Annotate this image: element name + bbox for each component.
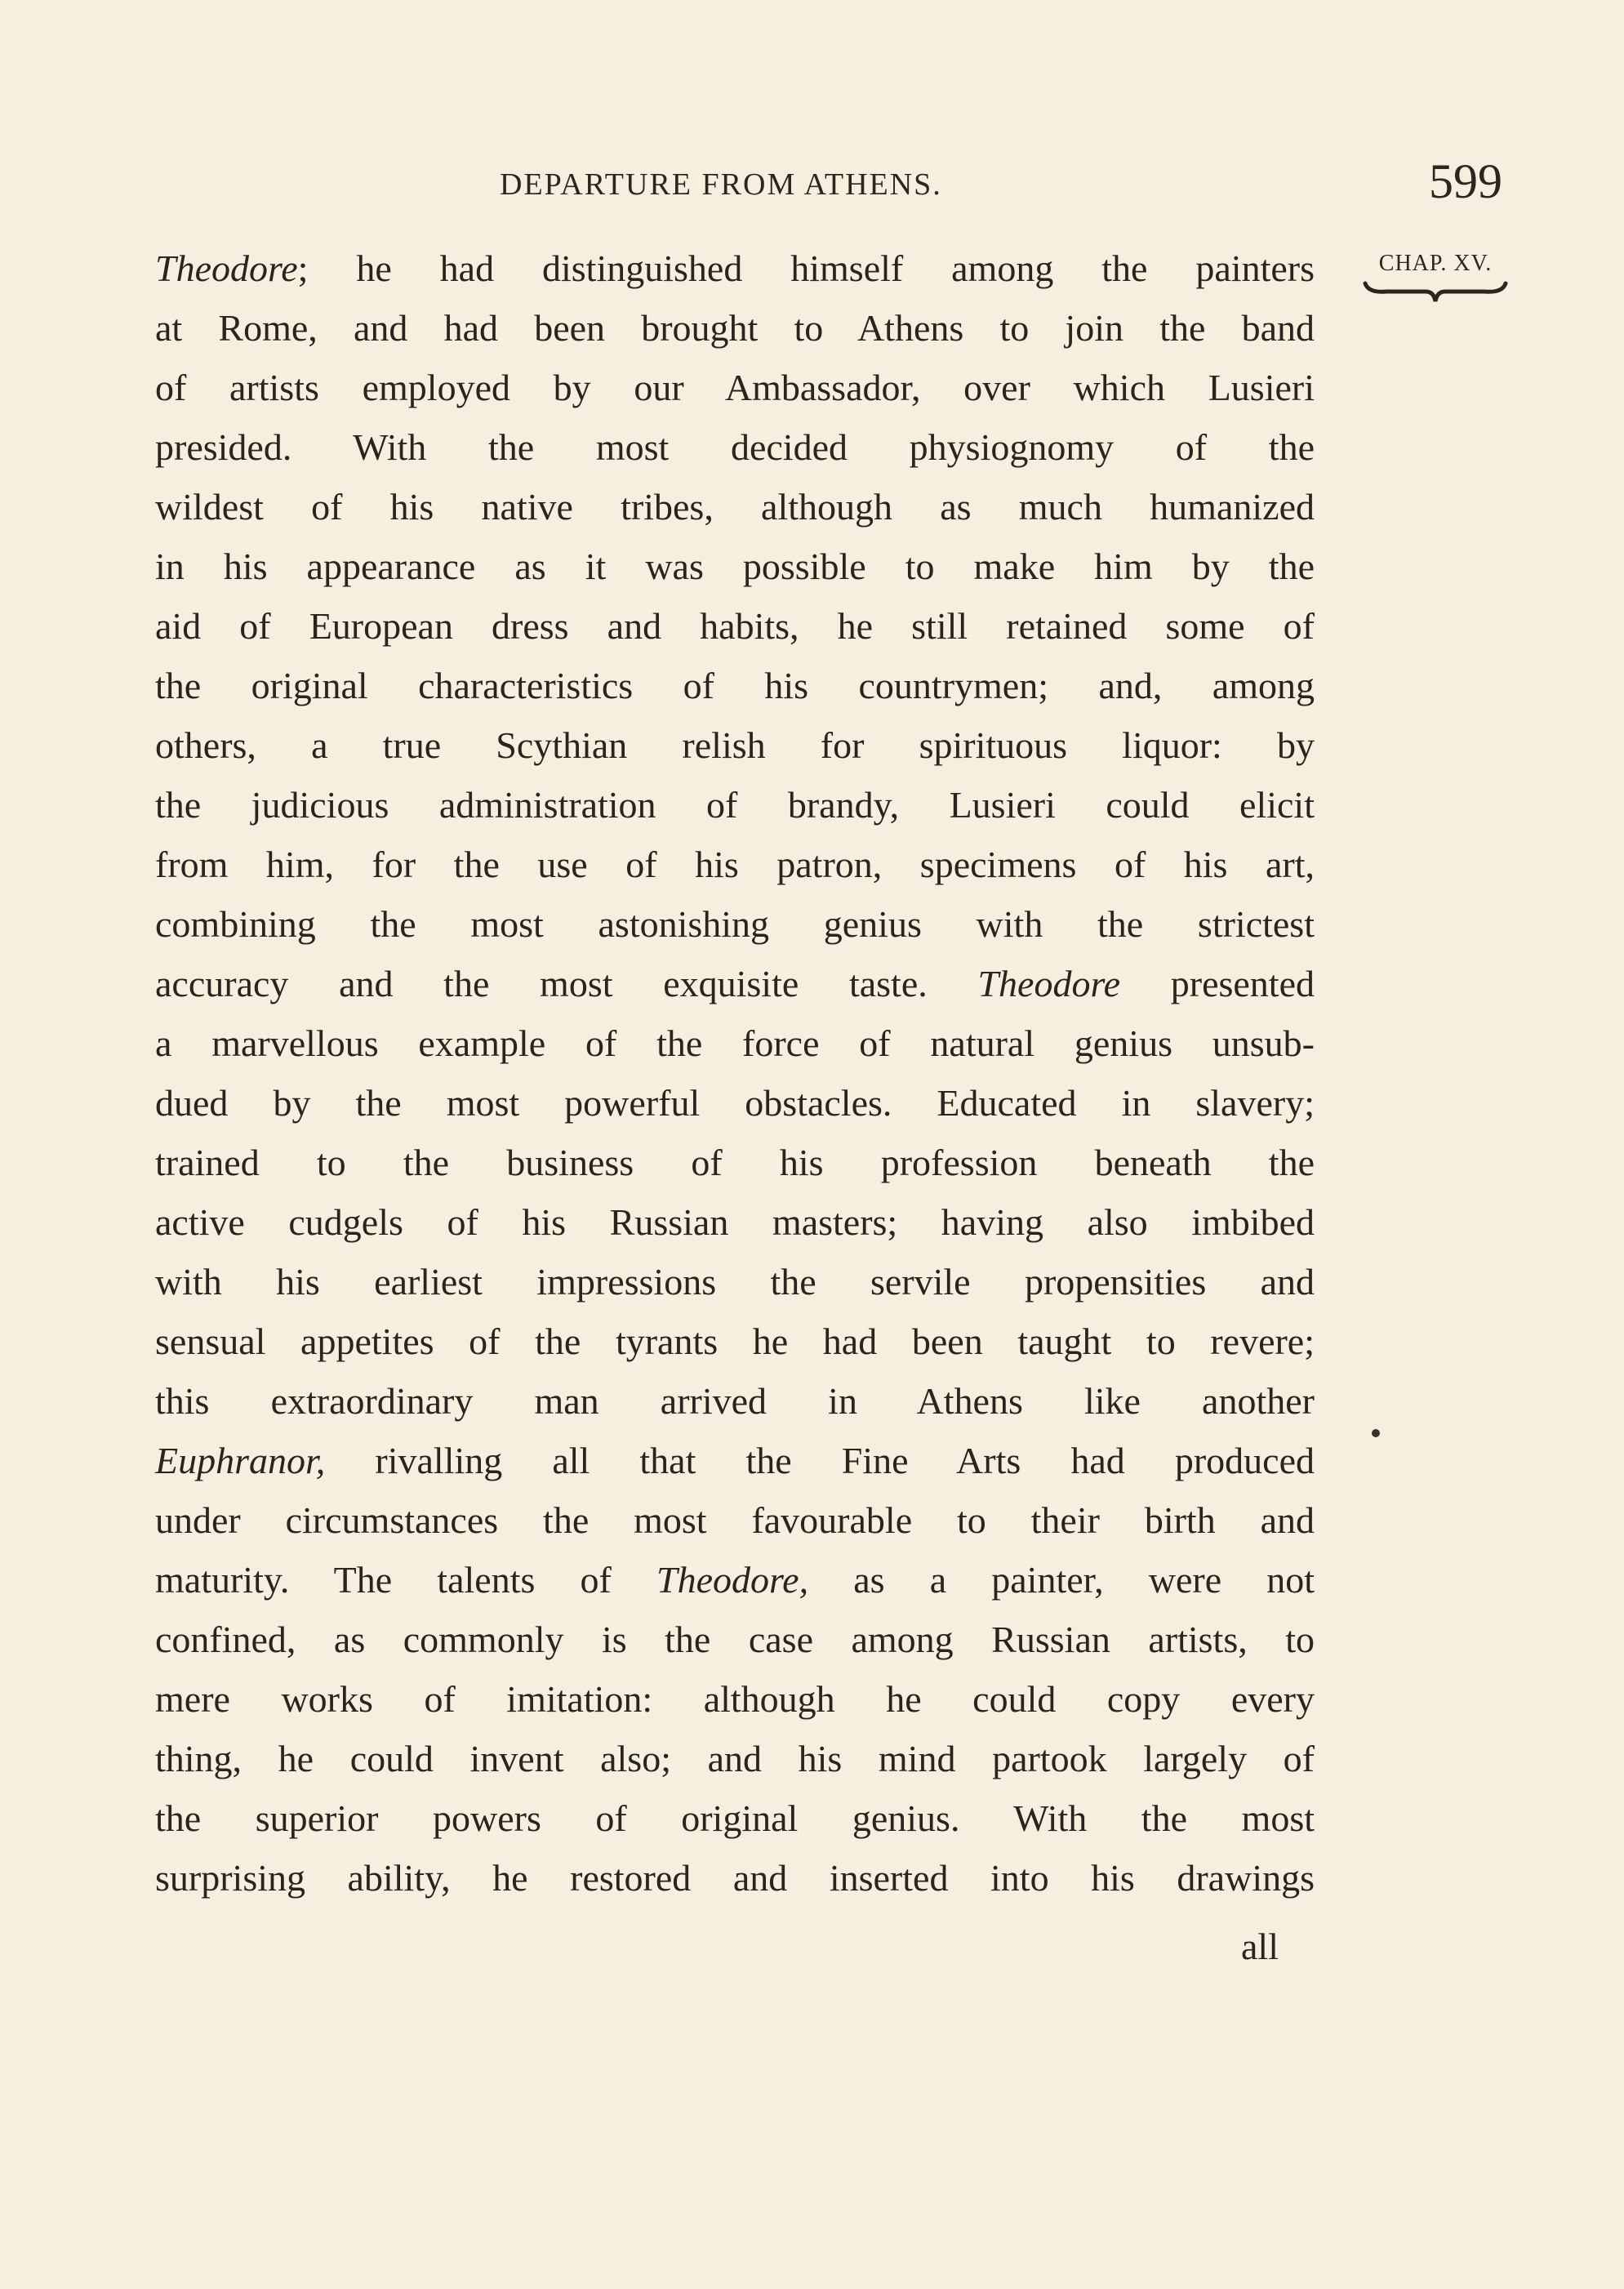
text-fragment: under circumstances the most favourable to their birth and [155, 1499, 1315, 1541]
text-line [155, 1431, 1315, 1490]
page-number: 599 [1429, 154, 1502, 208]
text-fragment: with his earliest impressions the servile propensities and [155, 1261, 1315, 1303]
text-fragment: trained to the business of his profession beneath the [155, 1142, 1315, 1183]
text-line [155, 1729, 1315, 1788]
text-fragment: of artists employed by our Ambassador, over which Lusieri [155, 367, 1315, 408]
text-fragment: mere works of imitation: although he could copy every [155, 1678, 1315, 1720]
text-line [155, 894, 1315, 954]
italic-name: Theodore [155, 247, 298, 289]
text-fragment: as a painter, were not [853, 1559, 1315, 1601]
text-line [155, 1371, 1315, 1431]
italic-name: Theodore, [656, 1559, 809, 1601]
text-line [155, 1073, 1315, 1133]
running-title: DEPARTURE FROM ATHENS. [500, 167, 942, 202]
text-line [155, 477, 1315, 537]
text-fragment: active cudgels of his Russian masters; having also imbibed [155, 1201, 1315, 1243]
text-fragment: presented [1170, 963, 1315, 1004]
text-line [155, 835, 1315, 894]
text-fragment: thing, he could invent also; and his mind partook largely of [155, 1738, 1315, 1779]
text-fragment: combining the most astonishing genius with the strictest [155, 903, 1315, 945]
text-line [155, 715, 1315, 775]
text-line [155, 537, 1315, 596]
text-line [155, 1788, 1315, 1848]
text-line [155, 1252, 1315, 1311]
text-fragment: a marvellous example of the force of natural genius unsub- [155, 1022, 1315, 1064]
ink-mark [1372, 1429, 1380, 1437]
text-line [155, 954, 1315, 1013]
italic-name: Theodore [977, 963, 1121, 1004]
text-line [155, 1133, 1315, 1192]
text-fragment: ; he had distinguished himself among the painters [297, 247, 1315, 289]
text-fragment: at Rome, and had been brought to Athens to join the band [155, 307, 1315, 349]
catchword: all [1241, 1926, 1279, 1967]
text-fragment: dued by the most powerful obstacles. Educated in slavery; [155, 1082, 1315, 1124]
text-fragment: in his appearance as it was possible to make him by the [155, 546, 1315, 587]
text-line [155, 298, 1315, 358]
text-fragment: aid of European dress and habits, he still retained some of [155, 605, 1315, 647]
chapter-label: CHAP. XV. [1378, 251, 1493, 276]
italic-name: Euphranor, [155, 1440, 326, 1481]
text-fragment: presided. With the most decided physiognomy of the [155, 426, 1315, 468]
text-fragment: this extraordinary man arrived in Athens like another [155, 1380, 1315, 1422]
text-line [155, 1013, 1315, 1073]
text-line [155, 1490, 1315, 1550]
text-line [155, 417, 1315, 477]
text-line [155, 656, 1315, 715]
text-fragment: the judicious administration of brandy, Lusieri could elicit [155, 784, 1315, 826]
text-fragment: wildest of his native tribes, although as much humanized [155, 486, 1315, 528]
brace-ornament-icon [1362, 278, 1509, 306]
text-line [155, 775, 1315, 835]
text-fragment: others, a true Scythian relish for spirituous liquor: by [155, 724, 1315, 766]
text-fragment: surprising ability, he restored and inserted into his drawings [155, 1857, 1315, 1899]
text-fragment: confined, as commonly is the case among Russian artists, to [155, 1619, 1315, 1660]
text-line [155, 1848, 1315, 1908]
text-line [155, 596, 1315, 656]
text-line [155, 238, 1315, 298]
text-fragment: accuracy and the most exquisite taste. [155, 963, 928, 1004]
text-line [155, 1669, 1315, 1729]
text-line [155, 358, 1315, 417]
chapter-marginal-note [1362, 251, 1509, 306]
text-fragment: rivalling all that the Fine Arts had produced [375, 1440, 1315, 1481]
text-line [155, 1610, 1315, 1669]
text-fragment: sensual appetites of the tyrants he had been taught to revere; [155, 1320, 1315, 1362]
text-fragment: the original characteristics of his countrymen; and, among [155, 665, 1315, 706]
text-fragment: maturity. The talents of [155, 1559, 612, 1601]
text-fragment: the superior powers of original genius. With the most [155, 1797, 1315, 1839]
text-fragment: from him, for the use of his patron, specimens of his art, [155, 844, 1315, 885]
text-line [155, 1192, 1315, 1252]
body-text [155, 238, 1315, 1908]
text-line [155, 1311, 1315, 1371]
text-line [155, 1550, 1315, 1610]
